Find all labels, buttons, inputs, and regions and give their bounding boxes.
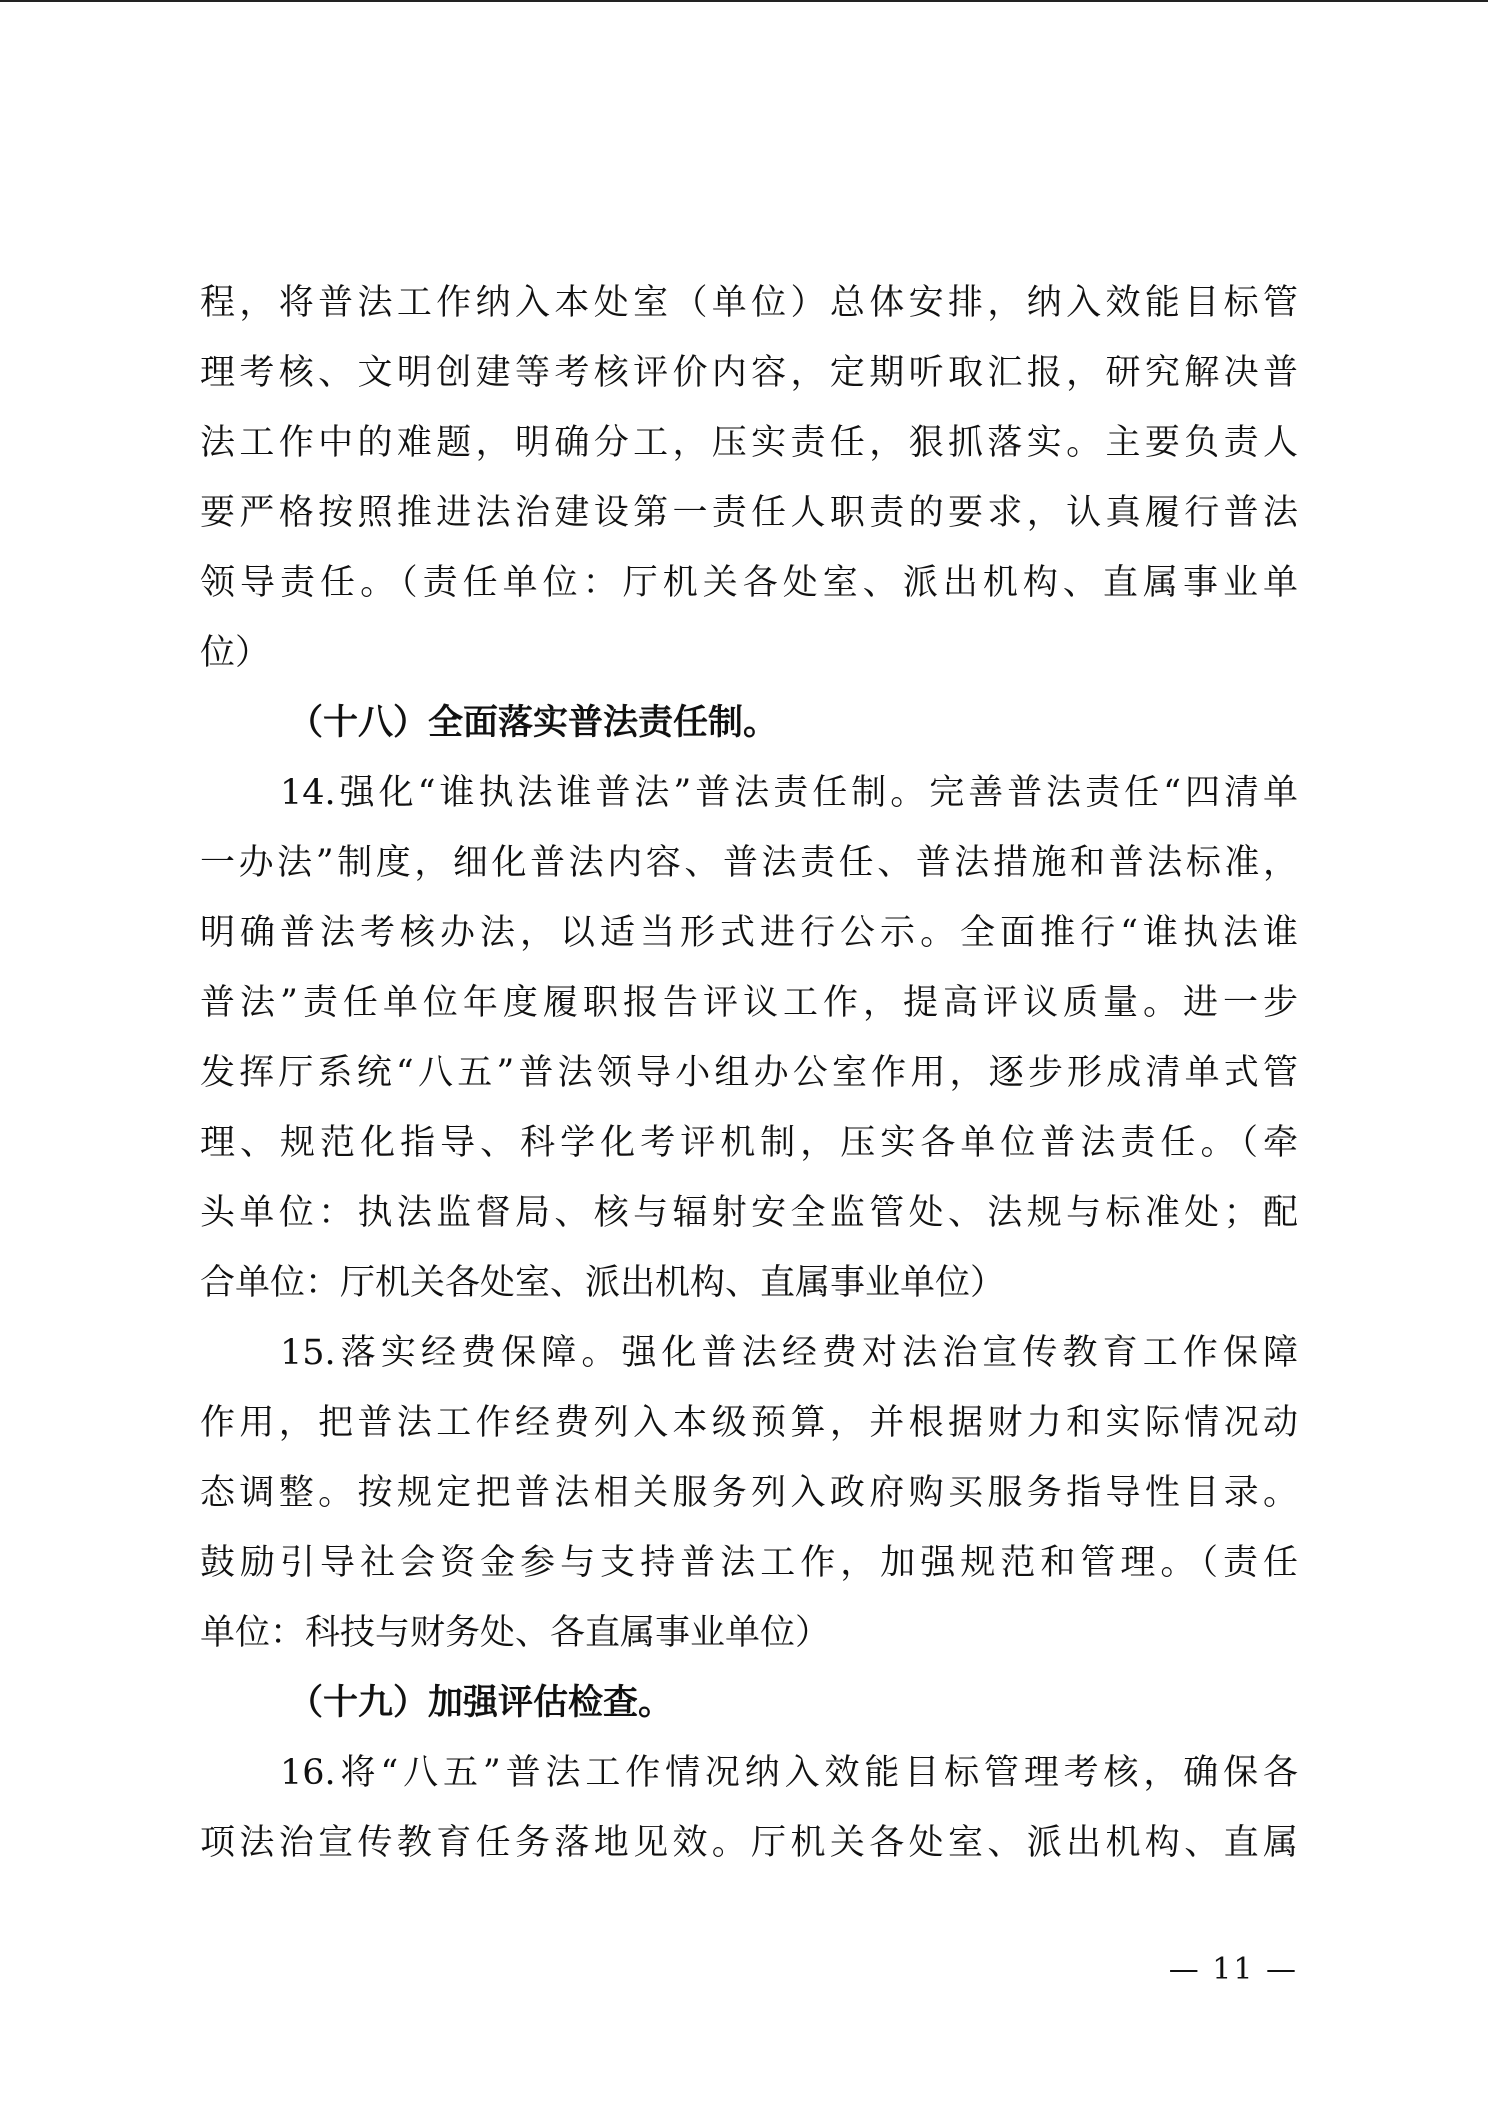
paragraph-line: 14.强化“谁执法谁普法”普法责任制。完善普法责任“四清单 bbox=[280, 773, 1298, 813]
document-body bbox=[200, 268, 1298, 1878]
paragraph-line: 鼓励引导社会资金参与支持普法工作，加强规范和管理。（责任 bbox=[200, 1543, 1298, 1583]
paragraph-line: 程，将普法工作纳入本处室（单位）总体安排，纳入效能目标管 bbox=[200, 283, 1298, 323]
paragraph-line: 15.落实经费保障。强化普法经费对法治宣传教育工作保障 bbox=[280, 1333, 1298, 1373]
paragraph-line: 项法治宣传教育任务落地见效。厅机关各处室、派出机构、直属 bbox=[200, 1823, 1298, 1863]
section-heading: （十八）全面落实普法责任制。 bbox=[288, 702, 779, 743]
paragraph-line: 普法”责任单位年度履职报告评议工作，提高评议质量。进一步 bbox=[200, 983, 1298, 1023]
paragraph-line: 要严格按照推进法治建设第一责任人职责的要求，认真履行普法 bbox=[200, 493, 1298, 533]
page-number: — 11 — bbox=[1168, 1952, 1298, 1987]
section-heading: （十九）加强评估检查。 bbox=[288, 1682, 674, 1723]
paragraph-line: 理考核、文明创建等考核评价内容，定期听取汇报，研究解决普 bbox=[200, 353, 1298, 393]
paragraph-line: 理、规范化指导、科学化考评机制，压实各单位普法责任。（牵 bbox=[200, 1123, 1298, 1163]
paragraph-line: 领导责任。（责任单位：厅机关各处室、派出机构、直属事业单 bbox=[200, 563, 1298, 603]
paragraph-line: 位） bbox=[200, 633, 271, 673]
paragraph-line: 作用，把普法工作经费列入本级预算，并根据财力和实际情况动 bbox=[200, 1403, 1298, 1443]
paragraph-line: 明确普法考核办法，以适当形式进行公示。全面推行“谁执法谁 bbox=[200, 913, 1298, 953]
paragraph-line: 发挥厅系统“八五”普法领导小组办公室作用，逐步形成清单式管 bbox=[200, 1053, 1298, 1093]
paragraph-line: 法工作中的难题，明确分工，压实责任，狠抓落实。主要负责人 bbox=[200, 423, 1298, 463]
paragraph-line: 单位：科技与财务处、各直属事业单位） bbox=[200, 1613, 831, 1653]
paragraph-line: 合单位：厅机关各处室、派出机构、直属事业单位） bbox=[200, 1263, 1006, 1303]
paragraph-line: 态调整。按规定把普法相关服务列入政府购买服务指导性目录。 bbox=[200, 1473, 1298, 1513]
paragraph-line: 头单位：执法监督局、核与辐射安全监管处、法规与标准处；配 bbox=[200, 1193, 1298, 1233]
top-border-line bbox=[0, 0, 1488, 2]
paragraph-line: 一办法”制度，细化普法内容、普法责任、普法措施和普法标准， bbox=[200, 843, 1298, 883]
paragraph-line: 16.将“八五”普法工作情况纳入效能目标管理考核，确保各 bbox=[280, 1753, 1298, 1793]
